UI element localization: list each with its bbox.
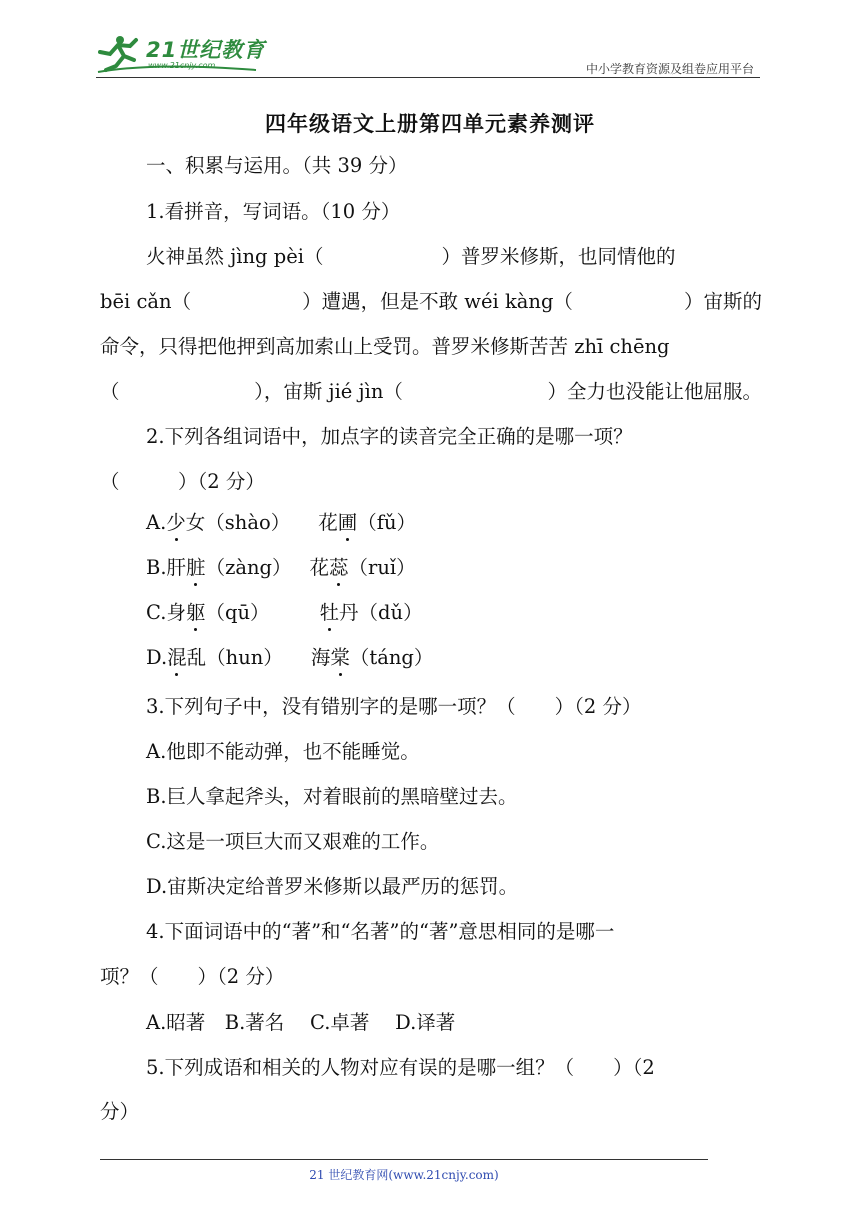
- option-text: 身: [166, 601, 186, 624]
- option-letter: A.: [146, 511, 167, 534]
- question-1-line-3: 命令，只得把他押到高加索山上受罚。普罗米修斯苦苦 zhī chēng: [100, 335, 670, 358]
- dotted-char: 混: [167, 646, 187, 669]
- option-d: D.宙斯决定给普罗米修斯以最严历的惩罚。: [146, 875, 519, 898]
- option-text: （qū）: [205, 601, 270, 624]
- question-1-line-2: [100, 290, 762, 314]
- option-text: 丹（dǔ）: [339, 601, 423, 624]
- option-c: C.这是一项巨大而又艰难的工作。: [146, 830, 440, 853]
- answer-blank[interactable]: [157, 380, 217, 404]
- answer-blank[interactable]: [217, 290, 277, 314]
- q1-text: bēi cǎn（: [100, 290, 192, 313]
- platform-name: 中小学教育资源及组卷应用平台: [585, 62, 754, 76]
- option-a: [100, 511, 808, 535]
- option-text: 海: [310, 646, 331, 669]
- dotted-char: 脏: [186, 556, 206, 579]
- option-letter: B.: [146, 556, 167, 579]
- question-1-stem: 1.看拼音，写词语。（10 分）: [146, 200, 401, 223]
- footer-link[interactable]: 21 世纪教育网(www.21cnjy.com): [309, 1168, 499, 1182]
- header-divider: [96, 77, 760, 78]
- question-2-stem-cont: （ ）（2 分）: [100, 470, 265, 493]
- option-b: [100, 556, 808, 580]
- question-5-stem: 5.下列成语和相关的人物对应有误的是哪一组？（ ）（2: [146, 1056, 655, 1079]
- answer-blank[interactable]: [440, 380, 510, 404]
- q1-text: ），宙斯 jié jìn（: [254, 380, 403, 403]
- q1-text: ）全力也没能让他屈服。: [547, 380, 762, 403]
- question-1-line-1: [100, 245, 762, 269]
- question-4-options: A.昭著 B.著名 C.卓著 D.译著: [146, 1011, 456, 1034]
- q1-text: ）普罗米修斯，也同情他的: [441, 245, 676, 268]
- option-b: B.巨人拿起斧头，对着眼前的黑暗壁过去。: [146, 785, 518, 808]
- question-5-stem-cont: 分）: [100, 1100, 140, 1123]
- q1-text: 火神虽然 jìng pèi（: [146, 245, 324, 268]
- dotted-char: 少: [166, 511, 186, 534]
- option-letter: C.: [146, 601, 167, 624]
- option-a: A.他即不能动弹，也不能睡觉。: [146, 740, 420, 763]
- q1-text: （: [100, 380, 120, 403]
- dotted-char: 蕊: [329, 556, 349, 579]
- logo-text: 21世纪教育: [146, 38, 266, 62]
- question-2-stem: 2.下列各组词语中，加点字的读音完全正确的是哪一项？: [146, 425, 633, 448]
- q1-text: ）遭遇，但是不敢 wéi kàng（: [302, 290, 573, 313]
- option-text: （zàng）: [205, 556, 292, 579]
- option-text: 花: [309, 556, 330, 579]
- question-1-line-4: [100, 380, 762, 404]
- page-title: 四年级语文上册第四单元素养测评: [265, 111, 595, 136]
- option-c: [100, 601, 808, 625]
- dotted-char: 牡: [319, 601, 340, 624]
- section-heading: 一、积累与运用。（共 39 分）: [146, 154, 408, 177]
- dotted-char: 圃: [337, 511, 358, 534]
- q1-text: ）宙斯的: [683, 290, 762, 313]
- option-text: 女（shào）: [185, 511, 291, 534]
- answer-blank[interactable]: [598, 290, 658, 314]
- option-text: 乱（hun）: [186, 646, 283, 669]
- option-text: （táng）: [349, 646, 434, 669]
- dotted-char: 躯: [185, 601, 206, 624]
- question-4-stem-cont: 项？（ ）（2 分）: [100, 965, 285, 988]
- logo-url: www.21cnjy.com: [148, 61, 216, 70]
- option-text: （fǔ）: [357, 511, 417, 534]
- option-text: 花: [318, 511, 338, 534]
- page-header: [96, 30, 760, 78]
- option-text: （ruǐ）: [348, 556, 416, 579]
- question-4-stem: 4.下面词语中的“著”和“名著”的“著”意思相同的是哪一: [146, 920, 615, 943]
- question-3-stem: 3.下列句子中，没有错别字的是哪一项？（ ）（2 分）: [146, 695, 642, 718]
- footer-divider: [100, 1159, 708, 1160]
- option-d: [100, 646, 808, 670]
- dotted-char: 棠: [330, 646, 350, 669]
- option-text: 肝: [166, 556, 187, 579]
- option-letter: D.: [146, 646, 168, 669]
